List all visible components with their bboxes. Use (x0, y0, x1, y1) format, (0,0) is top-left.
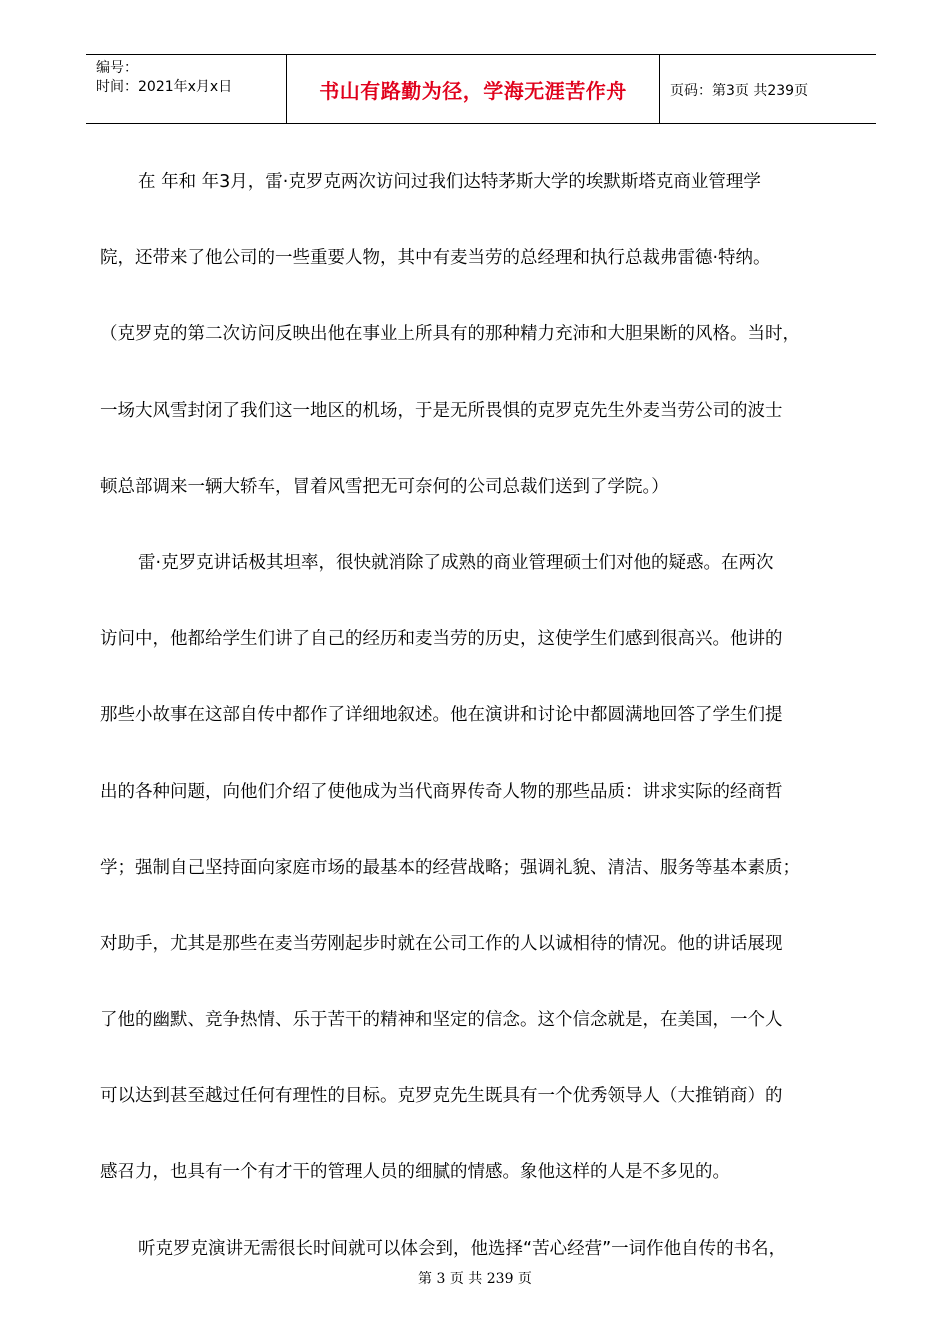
document-date: 时间：2021年x月x日 (96, 79, 233, 95)
text-line: 那些小故事在这部自传中都作了详细地叙述。他在演讲和讨论中都圆满地回答了学生们提 (100, 705, 783, 726)
text-line: 雷·克罗克讲话极其坦率，很快就消除了成熟的商业管理硕士们对他的疑惑。在两次 (138, 552, 774, 573)
text-line: 感召力，也具有一个有才干的管理人员的细腻的情感。象他这样的人是不多见的。 (100, 1162, 730, 1183)
header-divider (659, 55, 660, 123)
text-line: 学；强制自己坚持面向家庭市场的最基本的经营战略；强调礼貌、清洁、服务等基本素质； (100, 857, 800, 878)
text-line: 了他的幽默、竞争热情、乐于苦干的精神和坚定的信念。这个信念就是，在美国，一个人 (100, 1010, 783, 1031)
header-motto: 书山有路勤为径，学海无涯苦作舟 (319, 79, 627, 103)
text-line: 在 年和 年3月，雷·克罗克两次访问过我们达特茅斯大学的埃默斯塔克商业管理学 (138, 172, 761, 192)
text-line: 可以达到甚至越过任何有理性的目标。克罗克先生既具有一个优秀领导人（大推销商）的 (100, 1086, 783, 1107)
page-header (86, 54, 876, 124)
header-meta (96, 59, 232, 97)
header-page-info: 页码：第3页 共239页 (670, 83, 809, 99)
text-line: 出的各种问题，向他们介绍了使他成为当代商界传奇人物的那些品质：讲求实际的经商哲 (100, 781, 783, 802)
text-line: 对助手，尤其是那些在麦当劳刚起步时就在公司工作的人以诚相待的情况。他的讲话展现 (100, 933, 783, 954)
document-body (100, 150, 860, 1293)
text-line: 院，还带来了他公司的一些重要人物，其中有麦当劳的总经理和执行总裁弗雷德·特纳。 (100, 248, 771, 269)
text-line: （克罗克的第二次访问反映出他在事业上所具有的那种精力充沛和大胆果断的风格。当时， (100, 324, 800, 345)
text-line: 听克罗克演讲无需很长时间就可以体会到，他选择“苦心经营”一词作他自传的书名， (138, 1238, 787, 1259)
text-line: 访问中，他都给学生们讲了自己的经历和麦当劳的历史，这使学生们感到很高兴。他讲的 (100, 629, 783, 650)
text-line: 顿总部调来一辆大轿车，冒着风雪把无可奈何的公司总裁们送到了学院。） (100, 476, 669, 497)
page-footer: 第 3 页 共 239 页 (418, 1271, 532, 1287)
document-number-label: 编号： (96, 60, 138, 76)
text-line: 一场大风雪封闭了我们这一地区的机场，于是无所畏惧的克罗克先生外麦当劳公司的波士 (100, 400, 783, 421)
